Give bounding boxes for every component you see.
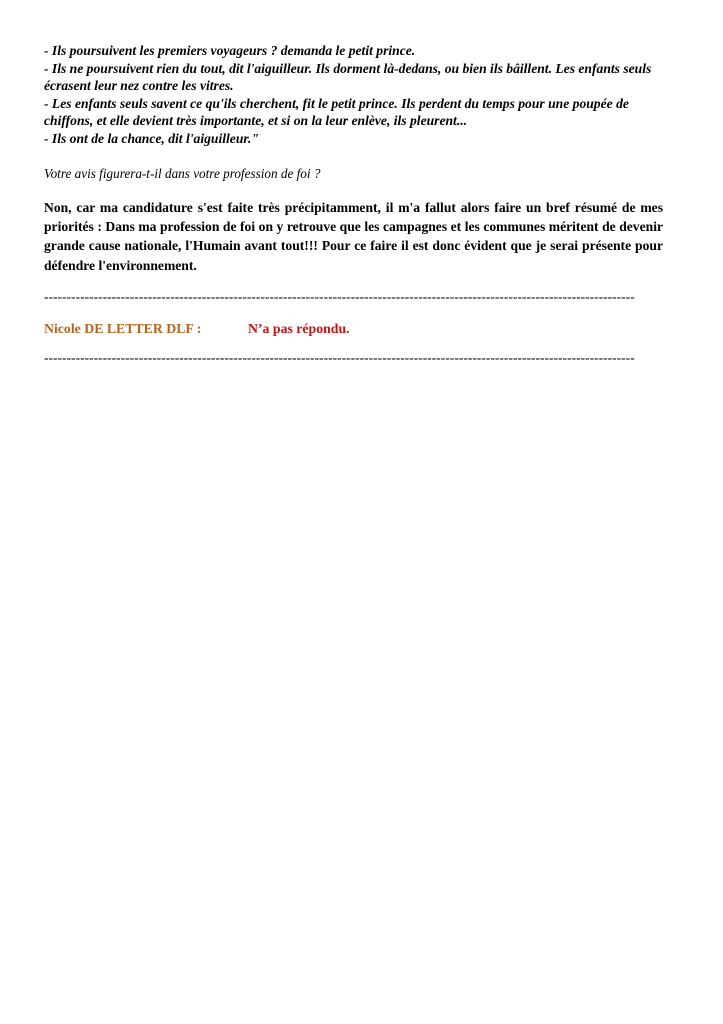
candidate-name: Nicole DE LETTER DLF : [44, 321, 202, 337]
quote-line: - Ils ont de la chance, dit l'aiguilleur." [44, 130, 259, 146]
separator-line: ----------------------------------------------------------------------------------------------------------------------------------- [44, 350, 635, 366]
quote-line: - Ils ne poursuivent rien du tout, dit l'aiguilleur. Ils dorment là-dedans, ou bien ils bâillent. Les enfants seuls écrasent leur nez contre les vitres. [44, 60, 652, 94]
separator-line: ----------------------------------------------------------------------------------------------------------------------------------- [44, 289, 635, 305]
quote-block [44, 42, 672, 148]
candidate-row [44, 320, 672, 337]
candidate-status: N’a pas répondu. [248, 321, 350, 337]
interview-question: Votre avis figurera-t-il dans votre profession de foi ? [44, 165, 321, 181]
quote-line: - Ils poursuivent les premiers voyageurs ? demanda le petit prince. [44, 43, 416, 58]
quote-line: - Les enfants seuls savent ce qu'ils cherchent, fit le petit prince. Ils perdent du temps pour une poupée de chiffons, et elle devient très importante, et si on la leur enlève, ils pleurent... [44, 95, 629, 129]
document-page [44, 42, 672, 366]
interview-answer: Non, car ma candidature s'est faite très précipitamment, il m'a fallut alors faire un bref résumé de mes priorités : Dans ma profession de foi on y retrouve que les campagnes et les communes méritent de devenir grande cause nationale, l'Humain avant tout!!! Pour ce faire il est donc évident que je serai présente pour défendre l'environnement. [44, 199, 663, 273]
